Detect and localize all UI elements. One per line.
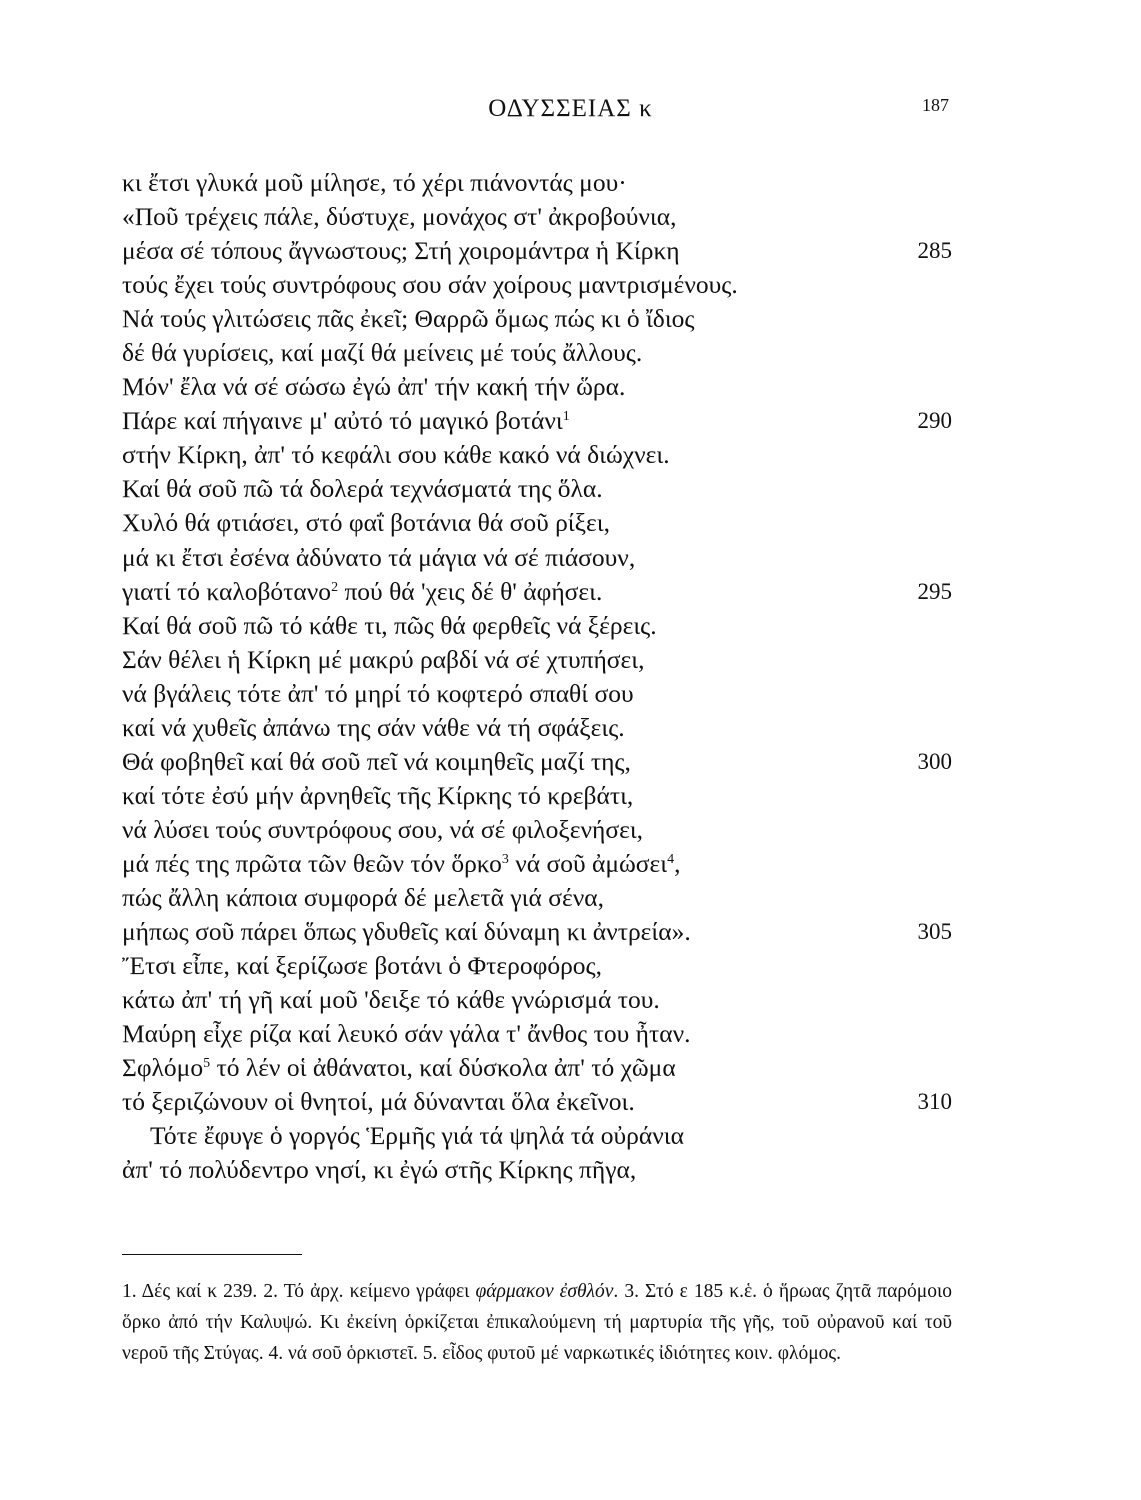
verse-line xyxy=(122,404,952,438)
verse-text xyxy=(122,985,660,1014)
verse-text xyxy=(122,1087,635,1116)
verse-text xyxy=(122,1155,636,1184)
verse-fragment: Πάρε καί πήγαινε μ' αὐτό τό μαγικό βοτάνι xyxy=(122,406,563,436)
verse-fragment: τούς ἔχει τούς συντρόφους σου σάν χοίρους μαντρισμένους. xyxy=(122,270,738,300)
verse-text xyxy=(122,338,642,367)
page-number: 187 xyxy=(922,95,949,115)
verse-line xyxy=(122,711,952,745)
verse-fragment: μέσα σέ τόπους ἄγνωστους; Στή χοιρομάντρα ἡ Κίρκη xyxy=(122,236,680,266)
verse-text xyxy=(122,883,604,912)
verse-line xyxy=(122,779,952,813)
verse-fragment: νά βγάλεις τότε ἀπ' τό μηρί τό κοφτερό σπαθί σου xyxy=(122,678,634,708)
verse-text xyxy=(122,236,680,265)
verse-fragment: καί τότε ἐσύ μήν ἀρνηθεῖς τῆς Κίρκης τό κρεβάτι, xyxy=(122,780,634,810)
verse-fragment: , xyxy=(674,848,681,878)
verse-fragment: κάτω ἀπ' τή γῆ καί μοῦ 'δειξε τό κάθε γνώρισμά του. xyxy=(122,985,660,1015)
verse-line xyxy=(122,1153,952,1187)
verse-line xyxy=(122,1085,952,1119)
verse-line xyxy=(122,370,952,404)
verse-text xyxy=(122,951,602,980)
verse-fragment: Μόν' ἔλα νά σέ σώσω ἐγώ ἀπ' τήν κακή τήν ὥρα. xyxy=(122,372,626,402)
footnote-marker: 5 xyxy=(203,1056,211,1072)
verse-text xyxy=(122,270,738,299)
footnote-marker: 2 xyxy=(331,579,339,595)
verse-fragment: τό ξεριζώνουν οἱ θνητοί, μά δύνανται ὅλα ἐκεῖνοι. xyxy=(122,1087,635,1117)
verse-text xyxy=(122,577,602,606)
verse-fragment: Καί θά σοῦ πῶ τό κάθε τι, πῶς θά φερθεῖς νά ξέρεις. xyxy=(122,610,657,640)
verse-line xyxy=(122,609,952,643)
verse-text xyxy=(122,543,635,572)
verse-text xyxy=(122,168,627,197)
line-number: 290 xyxy=(917,408,952,434)
verse-fragment: Σάν θέλει ἡ Κίρκη μέ μακρύ ραβδί νά σέ χτυπήσει, xyxy=(122,644,645,674)
verse-line xyxy=(122,438,952,472)
verse-fragment: Καί θά σοῦ πῶ τά δολερά τεχνάσματά της ὅλα. xyxy=(122,474,603,504)
verse-line xyxy=(122,472,952,506)
verse-fragment: στήν Κίρκη, ἀπ' τό κεφάλι σου κάθε κακό νά διώχνει. xyxy=(122,440,670,470)
running-head: ΟΔΥΣΣΕΙΑΣ κ xyxy=(488,95,653,122)
verse-line xyxy=(122,1017,952,1051)
footnote-text-b: . 3. Στό ε 185 κ.ἑ. ὁ ἥρωας ζητᾶ παρόμοιο ὅρκο ἀπό τήν Καλυψώ. Κι ἐκείνη ὁρκίζεται ἐπικαλούμενη τή μαρτυρία τῆς γῆς, τοῦ οὐρανοῦ καί τοῦ νεροῦ τῆς Στύγας. 4. νά σοῦ ὁρκιστεῖ. 5. εἶδος φυτοῦ μέ ναρκωτικές ἰδιότητες κοιν. φλόμος. xyxy=(122,1281,952,1364)
verse-text xyxy=(122,679,634,708)
verse-line xyxy=(122,847,952,881)
verse-fragment: Σφλόμο xyxy=(122,1053,204,1083)
verse-fragment: Ἔτσι εἶπε, καί ξερίζωσε βοτάνι ὁ Φτεροφόρος, xyxy=(122,951,603,981)
line-number: 295 xyxy=(917,578,952,604)
verse-line xyxy=(122,234,952,268)
verse-text xyxy=(122,406,570,435)
verse-text xyxy=(122,1053,676,1082)
verse-fragment: γιατί τό καλοβότανο xyxy=(122,576,332,606)
footnote-text-a: 1. Δές καί κ 239. 2. Τό ἀρχ. κείμενο γράφει xyxy=(122,1281,476,1302)
verse-text xyxy=(122,372,625,401)
verse-line xyxy=(122,166,952,200)
verse-line xyxy=(122,881,952,915)
footnote-rule xyxy=(122,1254,302,1255)
verse-line xyxy=(122,268,952,302)
line-number: 285 xyxy=(917,238,952,264)
verse-fragment: νά σοῦ ἀμώσει xyxy=(508,848,668,878)
verse-line xyxy=(122,506,952,540)
verse-text xyxy=(122,1019,690,1048)
verse-text xyxy=(122,849,681,878)
verse-line xyxy=(122,541,952,575)
verse-fragment: δέ θά γυρίσεις, καί μαζί θά μείνεις μέ τούς ἄλλους. xyxy=(122,338,643,368)
verse-text xyxy=(122,645,644,674)
verse-text xyxy=(122,781,633,810)
verse-fragment: Τότε ἔφυγε ὁ γοργός Ἑρμῆς γιά τά ψηλά τά οὐράνια xyxy=(150,1121,684,1151)
verse-line xyxy=(122,983,952,1017)
line-number: 300 xyxy=(917,748,952,774)
verse-fragment: κι ἔτσι γλυκά μοῦ μίλησε, τό χέρι πιάνοντάς μου· xyxy=(122,168,627,197)
verse-fragment: μά κι ἔτσι ἐσένα ἀδύνατο τά μάγια νά σέ πιάσουν, xyxy=(122,542,636,572)
verse-fragment: καί νά χυθεῖς ἀπάνω της σάν νάθε νά τή σφάξεις. xyxy=(122,712,625,742)
verse-fragment: Θά φοβηθεῖ καί θά σοῦ πεῖ νά κοιμηθεῖς μαζί της, xyxy=(122,746,631,776)
verse-text xyxy=(122,474,603,503)
verse-text xyxy=(122,611,657,640)
verse-line xyxy=(122,745,952,779)
verse-fragment: μήπως σοῦ πάρει ὅπως γδυθεῖς καί δύναμη κι ἀντρεία». xyxy=(122,917,691,947)
verse-fragment: πώς ἄλλη κάποια συμφορά δέ μελετᾶ γιά σένα, xyxy=(122,882,604,912)
verse-text xyxy=(122,713,625,742)
verse-text xyxy=(122,202,676,231)
footnote-marker: 4 xyxy=(667,851,675,867)
line-number: 310 xyxy=(917,1089,952,1115)
verse-line xyxy=(122,336,952,370)
verse-text xyxy=(122,508,610,537)
verse-line xyxy=(122,915,952,949)
line-number: 305 xyxy=(917,919,952,945)
verse-fragment: Μαύρη εἶχε ρίζα καί λευκό σάν γάλα τ' ἄνθος του ἦταν. xyxy=(122,1019,691,1049)
verse-fragment: Χυλό θά φτιάσει, στό φαΐ βοτάνια θά σοῦ ρίξει, xyxy=(122,508,610,538)
verse-text xyxy=(122,440,670,469)
verse-fragment: Νά τούς γλιτώσεις πᾶς ἐκεῖ; Θαρρῶ ὅμως πώς κι ὁ ἴδιος xyxy=(122,304,695,334)
footnote-italic: φάρμακον ἐσθλόν xyxy=(475,1281,614,1302)
verse-line xyxy=(122,200,952,234)
verse-line xyxy=(122,813,952,847)
verse-line xyxy=(122,677,952,711)
verse-line xyxy=(122,1051,952,1085)
verse-line xyxy=(122,643,952,677)
verse-line xyxy=(122,302,952,336)
footnotes xyxy=(122,1276,952,1369)
verse-line xyxy=(122,575,952,609)
verse-text xyxy=(122,304,695,333)
footnote-marker: 3 xyxy=(501,851,509,867)
verse-fragment: ἀπ' τό πολύδεντρο νησί, κι ἐγώ στῆς Κίρκης πῆγα, xyxy=(122,1155,637,1185)
verse-fragment: πού θά 'χεις δέ θ' ἀφήσει. xyxy=(338,576,603,606)
verse-text xyxy=(122,747,631,776)
verse-line xyxy=(122,1119,952,1153)
verse-text xyxy=(122,815,643,844)
verse-line xyxy=(122,949,952,983)
verse-fragment: μά πές της πρῶτα τῶν θεῶν τόν ὅρκο xyxy=(122,848,502,878)
verse-fragment: τό λέν οἱ ἀθάνατοι, καί δύσκολα ἀπ' τό χῶμα xyxy=(210,1053,676,1083)
verse-text xyxy=(122,1121,684,1150)
verse-fragment: «Ποῦ τρέχεις πάλε, δύστυχε, μονάχος στ' ἀκροβούνια, xyxy=(122,202,677,232)
poem-text xyxy=(122,166,952,1187)
verse-fragment: νά λύσει τούς συντρόφους σου, νά σέ φιλοξενήσει, xyxy=(122,814,644,844)
verse-text xyxy=(122,917,691,946)
footnote-marker: 1 xyxy=(562,409,570,425)
